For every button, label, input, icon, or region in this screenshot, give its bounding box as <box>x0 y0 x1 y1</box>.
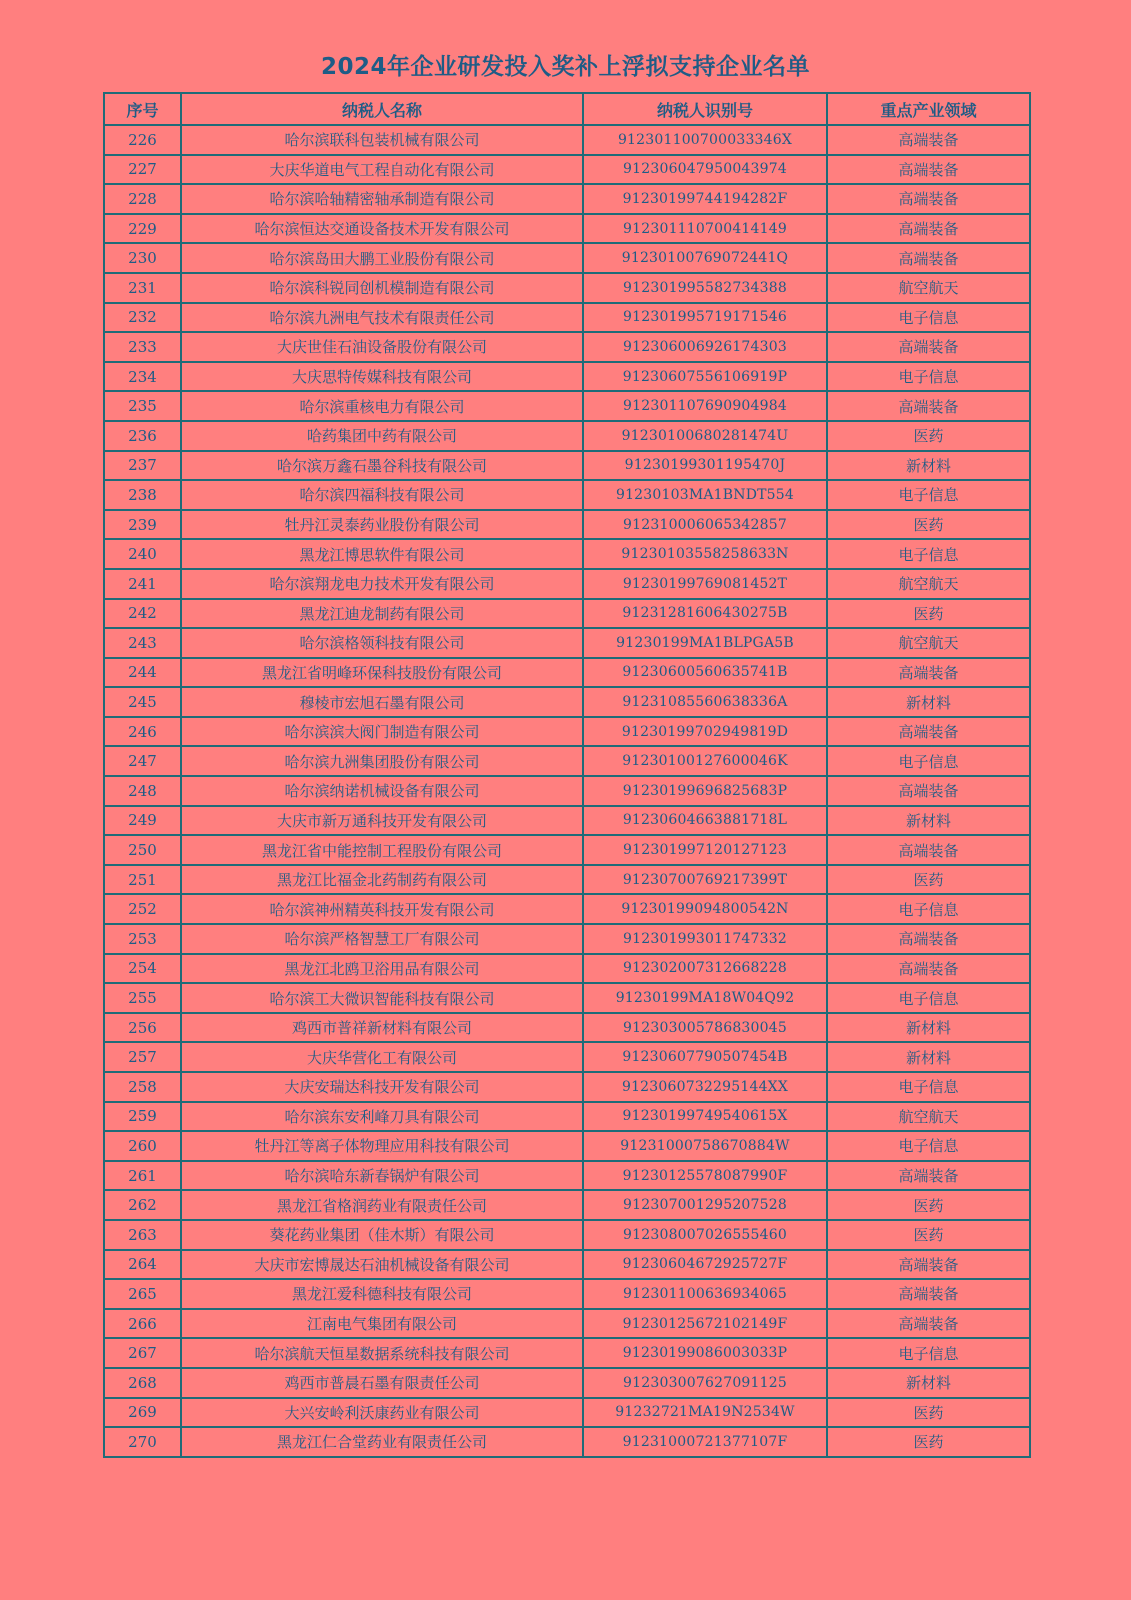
industry-field-cell: 航空航天 <box>827 1102 1030 1132</box>
serial-number-cell: 237 <box>104 451 181 481</box>
industry-field-cell: 高端装备 <box>827 155 1030 185</box>
taxpayer-name-cell: 哈尔滨滨大阀门制造有限公司 <box>181 717 583 747</box>
taxpayer-name-cell: 哈尔滨四福科技有限公司 <box>181 480 583 510</box>
industry-field-cell: 医药 <box>827 1190 1030 1220</box>
industry-field-cell: 电子信息 <box>827 894 1030 924</box>
industry-field-cell: 高端装备 <box>827 1309 1030 1339</box>
industry-field-cell: 医药 <box>827 1427 1030 1457</box>
serial-number-cell: 229 <box>104 214 181 244</box>
taxpayer-id-cell: 91230103558258633N <box>583 539 827 569</box>
table-row <box>104 421 1030 451</box>
serial-number-cell: 249 <box>104 806 181 836</box>
table-row <box>104 1279 1030 1309</box>
taxpayer-id-cell: 91230100127600046K <box>583 746 827 776</box>
table-row <box>104 1013 1030 1043</box>
taxpayer-name-cell: 黑龙江比福金北药制药有限公司 <box>181 865 583 895</box>
serial-number-cell: 252 <box>104 894 181 924</box>
serial-number-cell: 231 <box>104 273 181 303</box>
industry-field-cell: 高端装备 <box>827 332 1030 362</box>
table-row <box>104 687 1030 717</box>
industry-field-cell: 电子信息 <box>827 746 1030 776</box>
industry-field-cell: 新材料 <box>827 1013 1030 1043</box>
serial-number-cell: 251 <box>104 865 181 895</box>
serial-number-cell: 239 <box>104 510 181 540</box>
taxpayer-id-cell: 91230199094800542N <box>583 894 827 924</box>
taxpayer-name-cell: 哈尔滨哈轴精密轴承制造有限公司 <box>181 184 583 214</box>
serial-number-cell: 238 <box>104 480 181 510</box>
taxpayer-name-cell: 黑龙江迪龙制药有限公司 <box>181 599 583 629</box>
table-row <box>104 510 1030 540</box>
table-row <box>104 865 1030 895</box>
taxpayer-id-cell: 91232721MA19N2534W <box>583 1398 827 1428</box>
taxpayer-id-cell: 912310006065342857 <box>583 510 827 540</box>
serial-number-cell: 262 <box>104 1190 181 1220</box>
serial-number-cell: 253 <box>104 924 181 954</box>
table-row <box>104 894 1030 924</box>
taxpayer-id-cell: 91230199749540615X <box>583 1102 827 1132</box>
taxpayer-name-cell: 穆棱市宏旭石墨有限公司 <box>181 687 583 717</box>
taxpayer-id-cell: 91230100680281474U <box>583 421 827 451</box>
taxpayer-name-cell: 哈尔滨万鑫石墨谷科技有限公司 <box>181 451 583 481</box>
taxpayer-name-cell: 哈尔滨航天恒星数据系统科技有限公司 <box>181 1338 583 1368</box>
taxpayer-name-cell: 黑龙江省格润药业有限责任公司 <box>181 1190 583 1220</box>
table-row <box>104 1102 1030 1132</box>
industry-field-cell: 高端装备 <box>827 1279 1030 1309</box>
taxpayer-id-cell: 91230604663881718L <box>583 806 827 836</box>
table-row <box>104 746 1030 776</box>
table-row <box>104 658 1030 688</box>
taxpayer-id-cell: 91231085560638336A <box>583 687 827 717</box>
taxpayer-name-cell: 大庆华道电气工程自动化有限公司 <box>181 155 583 185</box>
taxpayer-id-cell: 912301993011747332 <box>583 924 827 954</box>
industry-field-cell: 电子信息 <box>827 480 1030 510</box>
enterprise-list-table <box>103 92 1031 1458</box>
serial-number-cell: 234 <box>104 362 181 392</box>
serial-number-cell: 232 <box>104 303 181 333</box>
serial-number-cell: 259 <box>104 1102 181 1132</box>
taxpayer-id-cell: 91231000721377107F <box>583 1427 827 1457</box>
serial-number-cell: 265 <box>104 1279 181 1309</box>
taxpayer-id-cell: 912301107690904984 <box>583 391 827 421</box>
serial-number-cell: 269 <box>104 1398 181 1428</box>
taxpayer-name-cell: 大庆市宏博晟达石油机械设备有限公司 <box>181 1250 583 1280</box>
taxpayer-id-cell: 912301100700033346X <box>583 125 827 155</box>
serial-number-cell: 266 <box>104 1309 181 1339</box>
table-row <box>104 983 1030 1013</box>
table-row <box>104 1309 1030 1339</box>
industry-field-cell: 新材料 <box>827 687 1030 717</box>
table-row <box>104 806 1030 836</box>
industry-field-cell: 高端装备 <box>827 125 1030 155</box>
industry-field-cell: 高端装备 <box>827 776 1030 806</box>
taxpayer-id-cell: 912301110700414149 <box>583 214 827 244</box>
industry-field-cell: 医药 <box>827 599 1030 629</box>
table-row <box>104 924 1030 954</box>
serial-number-cell: 250 <box>104 835 181 865</box>
table-row <box>104 155 1030 185</box>
taxpayer-name-cell: 黑龙江北鸥卫浴用品有限公司 <box>181 954 583 984</box>
table-row <box>104 451 1030 481</box>
table-row <box>104 480 1030 510</box>
industry-field-cell: 医药 <box>827 1220 1030 1250</box>
industry-field-cell: 新材料 <box>827 1368 1030 1398</box>
taxpayer-name-cell: 大庆世佳石油设备股份有限公司 <box>181 332 583 362</box>
taxpayer-id-cell: 91230199MA18W04Q92 <box>583 983 827 1013</box>
industry-field-cell: 航空航天 <box>827 569 1030 599</box>
taxpayer-name-cell: 哈药集团中药有限公司 <box>181 421 583 451</box>
table-row <box>104 1220 1030 1250</box>
industry-field-cell: 高端装备 <box>827 835 1030 865</box>
taxpayer-name-cell: 葵花药业集团（佳木斯）有限公司 <box>181 1220 583 1250</box>
taxpayer-id-cell: 91230125578087990F <box>583 1161 827 1191</box>
taxpayer-id-cell: 91230103MA1BNDT554 <box>583 480 827 510</box>
table-row <box>104 1427 1030 1457</box>
table-row <box>104 599 1030 629</box>
serial-number-cell: 246 <box>104 717 181 747</box>
table-row <box>104 125 1030 155</box>
taxpayer-name-cell: 哈尔滨纳诺机械设备有限公司 <box>181 776 583 806</box>
serial-number-cell: 254 <box>104 954 181 984</box>
taxpayer-name-cell: 哈尔滨神州精英科技开发有限公司 <box>181 894 583 924</box>
taxpayer-id-cell: 912307001295207528 <box>583 1190 827 1220</box>
serial-number-cell: 243 <box>104 628 181 658</box>
serial-number-cell: 255 <box>104 983 181 1013</box>
taxpayer-name-cell: 牡丹江等离子体物理应用科技有限公司 <box>181 1131 583 1161</box>
table-row <box>104 1368 1030 1398</box>
taxpayer-name-cell: 大庆安瑞达科技开发有限公司 <box>181 1072 583 1102</box>
industry-field-cell: 电子信息 <box>827 362 1030 392</box>
table-row <box>104 717 1030 747</box>
table-row <box>104 1250 1030 1280</box>
taxpayer-name-cell: 大庆市新万通科技开发有限公司 <box>181 806 583 836</box>
table-row <box>104 184 1030 214</box>
serial-number-cell: 248 <box>104 776 181 806</box>
industry-field-cell: 医药 <box>827 510 1030 540</box>
taxpayer-name-cell: 大庆思特传媒科技有限公司 <box>181 362 583 392</box>
table-row <box>104 214 1030 244</box>
taxpayer-id-cell: 91230607322951​44XX <box>583 1072 827 1102</box>
taxpayer-name-cell: 鸡西市普祥新材料有限公司 <box>181 1013 583 1043</box>
table-header-row <box>104 93 1030 125</box>
taxpayer-name-cell: 哈尔滨科锐同创机模制造有限公司 <box>181 273 583 303</box>
industry-field-cell: 高端装备 <box>827 954 1030 984</box>
taxpayer-id-cell: 912303005786830045 <box>583 1013 827 1043</box>
serial-number-cell: 261 <box>104 1161 181 1191</box>
taxpayer-name-cell: 哈尔滨翔龙电力技术开发有限公司 <box>181 569 583 599</box>
taxpayer-name-cell: 哈尔滨联科包装机械有限公司 <box>181 125 583 155</box>
table-row <box>104 362 1030 392</box>
serial-number-cell: 267 <box>104 1338 181 1368</box>
taxpayer-id-cell: 912303007627091125 <box>583 1368 827 1398</box>
serial-number-cell: 260 <box>104 1131 181 1161</box>
taxpayer-name-cell: 哈尔滨岛田大鹏工业股份有限公司 <box>181 243 583 273</box>
table-row <box>104 776 1030 806</box>
taxpayer-id-cell: 912302007312668228 <box>583 954 827 984</box>
taxpayer-id-cell: 912306047950043974 <box>583 155 827 185</box>
serial-number-cell: 257 <box>104 1042 181 1072</box>
serial-number-cell: 244 <box>104 658 181 688</box>
industry-field-cell: 高端装备 <box>827 214 1030 244</box>
table-row <box>104 1131 1030 1161</box>
taxpayer-id-cell: 912301997120127123 <box>583 835 827 865</box>
industry-field-cell: 医药 <box>827 865 1030 895</box>
taxpayer-name-cell: 哈尔滨工大微识智能科技有限公司 <box>181 983 583 1013</box>
taxpayer-name-cell: 哈尔滨格领科技有限公司 <box>181 628 583 658</box>
taxpayer-id-cell: 91231000758670884W <box>583 1131 827 1161</box>
document-title: 2024年企业研发投入奖补上浮拟支持企业名单 <box>320 54 810 80</box>
taxpayer-name-cell: 牡丹江灵泰药业股份有限公司 <box>181 510 583 540</box>
taxpayer-id-cell: 91230607790507454B <box>583 1042 827 1072</box>
table-row <box>104 1042 1030 1072</box>
taxpayer-id-cell: 91230199086003033P <box>583 1338 827 1368</box>
serial-number-cell: 256 <box>104 1013 181 1043</box>
serial-number-cell: 258 <box>104 1072 181 1102</box>
serial-number-cell: 242 <box>104 599 181 629</box>
serial-number-cell: 230 <box>104 243 181 273</box>
taxpayer-id-cell: 91230199696825683P <box>583 776 827 806</box>
taxpayer-name-cell: 哈尔滨九洲电气技术有限责任公司 <box>181 303 583 333</box>
table-row <box>104 1161 1030 1191</box>
taxpayer-name-cell: 大庆华营化工有限公司 <box>181 1042 583 1072</box>
industry-field-cell: 高端装备 <box>827 1250 1030 1280</box>
table-row <box>104 835 1030 865</box>
serial-number-cell: 235 <box>104 391 181 421</box>
serial-number-cell: 226 <box>104 125 181 155</box>
table-row <box>104 539 1030 569</box>
industry-field-cell: 新材料 <box>827 1042 1030 1072</box>
taxpayer-id-cell: 91230199702949819D <box>583 717 827 747</box>
taxpayer-id-cell: 912301100636934065 <box>583 1279 827 1309</box>
table-row <box>104 1072 1030 1102</box>
industry-field-cell: 医药 <box>827 421 1030 451</box>
serial-number-cell: 240 <box>104 539 181 569</box>
taxpayer-name-cell: 哈尔滨重核电力有限公司 <box>181 391 583 421</box>
taxpayer-name-cell: 黑龙江仁合堂药业有限责任公司 <box>181 1427 583 1457</box>
serial-number-cell: 247 <box>104 746 181 776</box>
table-row <box>104 628 1030 658</box>
taxpayer-name-cell: 黑龙江爱科德科技有限公司 <box>181 1279 583 1309</box>
taxpayer-name-cell: 哈尔滨哈东新春锅炉有限公司 <box>181 1161 583 1191</box>
industry-field-cell: 高端装备 <box>827 924 1030 954</box>
industry-field-cell: 电子信息 <box>827 539 1030 569</box>
taxpayer-name-cell: 江南电气集团有限公司 <box>181 1309 583 1339</box>
header-serial-number: 序号 <box>104 93 181 125</box>
industry-field-cell: 高端装备 <box>827 717 1030 747</box>
taxpayer-id-cell: 91230125672102149F <box>583 1309 827 1339</box>
taxpayer-id-cell: 91231281606430275B <box>583 599 827 629</box>
industry-field-cell: 高端装备 <box>827 391 1030 421</box>
table-row <box>104 569 1030 599</box>
table-body <box>104 125 1030 1457</box>
serial-number-cell: 241 <box>104 569 181 599</box>
taxpayer-name-cell: 黑龙江省中能控制工程股份有限公司 <box>181 835 583 865</box>
taxpayer-id-cell: 912308007026555460 <box>583 1220 827 1250</box>
taxpayer-id-cell: 912301995719171546 <box>583 303 827 333</box>
industry-field-cell: 航空航天 <box>827 628 1030 658</box>
header-industry-field: 重点产业领域 <box>827 93 1030 125</box>
serial-number-cell: 227 <box>104 155 181 185</box>
industry-field-cell: 新材料 <box>827 451 1030 481</box>
serial-number-cell: 228 <box>104 184 181 214</box>
industry-field-cell: 航空航天 <box>827 273 1030 303</box>
industry-field-cell: 高端装备 <box>827 658 1030 688</box>
industry-field-cell: 电子信息 <box>827 983 1030 1013</box>
industry-field-cell: 电子信息 <box>827 1131 1030 1161</box>
industry-field-cell: 高端装备 <box>827 243 1030 273</box>
industry-field-cell: 电子信息 <box>827 303 1030 333</box>
taxpayer-id-cell: 91230600560635741B <box>583 658 827 688</box>
table-row <box>104 303 1030 333</box>
table-row <box>104 332 1030 362</box>
taxpayer-name-cell: 黑龙江省明峰环保科技股份有限公司 <box>181 658 583 688</box>
industry-field-cell: 新材料 <box>827 806 1030 836</box>
table-row <box>104 1338 1030 1368</box>
serial-number-cell: 264 <box>104 1250 181 1280</box>
taxpayer-name-cell: 哈尔滨东安利峰刀具有限公司 <box>181 1102 583 1132</box>
serial-number-cell: 245 <box>104 687 181 717</box>
table-row <box>104 954 1030 984</box>
taxpayer-name-cell: 鸡西市普晨石墨有限责任公司 <box>181 1368 583 1398</box>
table-row <box>104 391 1030 421</box>
table-row <box>104 1398 1030 1428</box>
taxpayer-id-cell: 912301995582734388 <box>583 273 827 303</box>
table-row <box>104 1190 1030 1220</box>
taxpayer-name-cell: 哈尔滨九洲集团股份有限公司 <box>181 746 583 776</box>
industry-field-cell: 电子信息 <box>827 1338 1030 1368</box>
taxpayer-name-cell: 黑龙江博思软件有限公司 <box>181 539 583 569</box>
taxpayer-id-cell: 912306006926174303 <box>583 332 827 362</box>
serial-number-cell: 268 <box>104 1368 181 1398</box>
industry-field-cell: 电子信息 <box>827 1072 1030 1102</box>
taxpayer-id-cell: 91230199769081452T <box>583 569 827 599</box>
serial-number-cell: 263 <box>104 1220 181 1250</box>
industry-field-cell: 高端装备 <box>827 184 1030 214</box>
industry-field-cell: 高端装备 <box>827 1161 1030 1191</box>
taxpayer-id-cell: 91230199301195470J <box>583 451 827 481</box>
taxpayer-id-cell: 91230100769072441Q <box>583 243 827 273</box>
table-row <box>104 273 1030 303</box>
taxpayer-name-cell: 哈尔滨恒达交通设备技术开发有限公司 <box>181 214 583 244</box>
serial-number-cell: 236 <box>104 421 181 451</box>
industry-field-cell: 医药 <box>827 1398 1030 1428</box>
taxpayer-id-cell: 91230604672925727F <box>583 1250 827 1280</box>
taxpayer-id-cell: 91230199744194282F <box>583 184 827 214</box>
taxpayer-id-cell: 91230607556106919P <box>583 362 827 392</box>
taxpayer-name-cell: 哈尔滨严格智慧工厂有限公司 <box>181 924 583 954</box>
taxpayer-id-cell: 91230199MA1BLPGA5B <box>583 628 827 658</box>
serial-number-cell: 270 <box>104 1427 181 1457</box>
table-row <box>104 243 1030 273</box>
header-taxpayer-name: 纳税人名称 <box>181 93 583 125</box>
taxpayer-id-cell: 91230700769217399T <box>583 865 827 895</box>
serial-number-cell: 233 <box>104 332 181 362</box>
header-taxpayer-id: 纳税人识别号 <box>583 93 827 125</box>
taxpayer-name-cell: 大兴安岭利沃康药业有限公司 <box>181 1398 583 1428</box>
